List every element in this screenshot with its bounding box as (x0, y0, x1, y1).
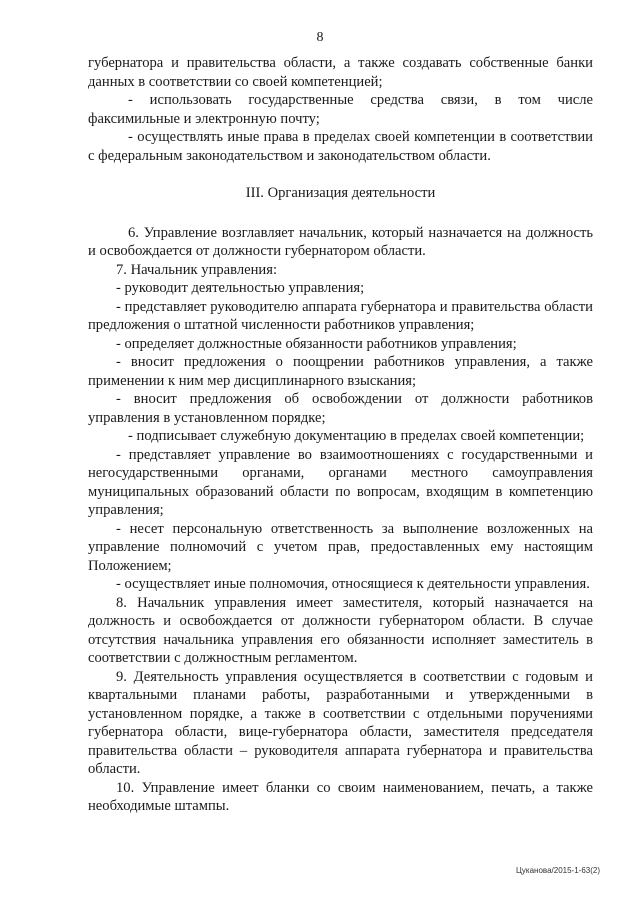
clause-6: 6. Управление возглавляет начальник, который назначается на должность и освобождается от должности губернатором области. (88, 224, 593, 259)
clause-7: 7. Начальник управления: (116, 261, 277, 278)
section-title: III. Организация деятельности (245, 185, 436, 201)
clause-7-item: - вносит предложения об освобождении от должности работников управления в установленном порядке; (88, 391, 593, 426)
clause-9: 9. Деятельность управления осуществляется в соответствии с годовым и квартальными планами работы, разработанными и утвержденными в установленном порядке, а также в соответствии с отдельными поручениями губернатора области, вице-губернатора области, заместителя председателя правительства области – руководителя аппарата губернатора и правительства области. (88, 668, 593, 777)
clause-7-item: - осуществляет иные полномочия, относящиеся к деятельности управления. (116, 576, 590, 592)
clause-7-item: - представляет управление во взаимоотношениях с государственными и негосударственными органами, органами местного самоуправления муниципальных образований области по вопросам, входящим в компетенцию управления; (88, 446, 593, 518)
document-footer-code: Цуканова/2015-1-63(2) (516, 866, 600, 875)
clause-7-item: - вносит предложения о поощрении работников управления, а также применении к ним мер дисциплинарного взыскания; (88, 354, 593, 389)
clause-10: 10. Управление имеет бланки со своим наименованием, печать, а также необходимые штампы. (88, 779, 593, 814)
clause-7-item: - представляет руководителю аппарата губернатора и правительства области предложения о штатной численности работников управления; (88, 298, 593, 333)
list-item-other-rights: - осуществлять иные права в пределах своей компетенции в соответствии с федеральным законодательством и законодательством области. (88, 129, 593, 164)
clause-7-item: - подписывает служебную документацию в пределах своей компетенции; (128, 428, 585, 444)
list-item-communication: - использовать государственные средства связи, в том числе факсимильные и электронную почту; (88, 92, 593, 127)
clause-7-item: - несет персональную ответственность за выполнение возложенных на управление полномочий с учетом прав, предоставленных ему настоящим Положением; (88, 520, 593, 574)
clause-7-item: - определяет должностные обязанности работников управления; (116, 335, 517, 352)
clause-8: 8. Начальник управления имеет заместителя, который назначается на должность и освобождается от должности губернатором области. В случае отсутствия начальника управления его обязанности исполняет заместитель в соответствии с должностным регламентом. (88, 594, 593, 666)
clause-7-item: - руководит деятельностью управления; (116, 280, 365, 296)
page-number: 8 (316, 30, 324, 45)
document-body (88, 54, 593, 816)
paragraph-continuation: губернатора и правительства области, а также создавать собственные банки данных в соответствии со своей компетенцией; (88, 55, 593, 90)
